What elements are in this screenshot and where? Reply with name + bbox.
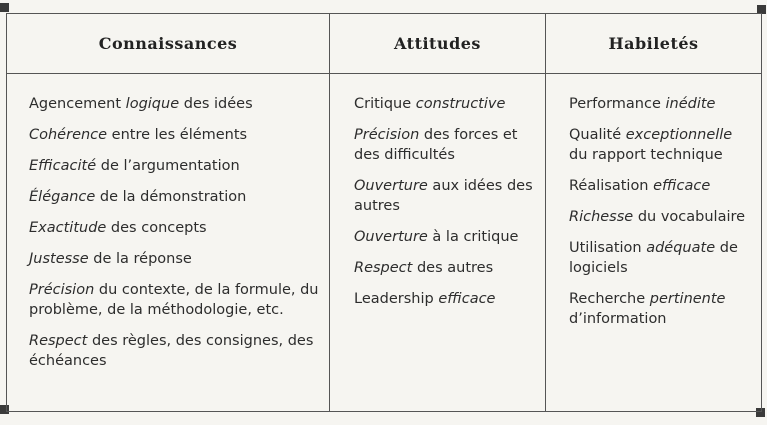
- criterion-item: [29, 156, 319, 176]
- criterion-text: des autres: [412, 260, 494, 276]
- criterion-keyword: Élégance: [29, 189, 96, 205]
- criterion-item: [354, 94, 535, 114]
- criterion-keyword: Respect: [354, 260, 413, 276]
- criterion-text: d’information: [569, 311, 667, 327]
- criterion-keyword: constructive: [415, 96, 506, 112]
- criterion-item: [354, 258, 535, 278]
- criterion-keyword: Cohérence: [29, 127, 108, 143]
- criteria-table: [6, 13, 762, 412]
- criterion-keyword: Ouverture: [354, 178, 428, 194]
- criterion-keyword: adéquate: [646, 240, 716, 256]
- criterion-keyword: exceptionnelle: [625, 127, 733, 143]
- criterion-item: [569, 238, 751, 278]
- criterion-text: Réalisation: [569, 178, 654, 194]
- criterion-keyword: logique: [125, 96, 180, 112]
- crop-marker-top-left: [0, 3, 9, 12]
- criterion-keyword: inédite: [665, 96, 716, 112]
- criterion-item: [29, 249, 319, 269]
- criterion-text: de l’argumentation: [96, 158, 240, 174]
- criterion-item: [354, 125, 535, 165]
- column-attitudes: [330, 74, 546, 412]
- criterion-item: [354, 176, 535, 216]
- criterion-text: des idées: [179, 96, 253, 112]
- criterion-text: des concepts: [106, 220, 207, 236]
- criterion-item: [29, 94, 319, 114]
- criterion-text: de la démonstration: [95, 189, 247, 205]
- criterion-item: [354, 227, 535, 247]
- criterion-text: des règles, des consignes, des échéances: [29, 333, 314, 369]
- criterion-text: de logiciels: [569, 240, 738, 276]
- column-header-connaissances: Connaissances: [7, 14, 330, 74]
- criterion-item: [29, 280, 319, 320]
- column-header-habiletes: Habiletés: [546, 14, 762, 74]
- criterion-text: Performance: [569, 96, 666, 112]
- criterion-keyword: Efficacité: [29, 158, 97, 174]
- criterion-text: Recherche: [569, 291, 650, 307]
- header-row: [7, 14, 762, 74]
- criterion-keyword: Respect: [29, 333, 88, 349]
- criterion-keyword: efficace: [438, 291, 496, 307]
- criterion-keyword: Exactitude: [29, 220, 107, 236]
- criterion-keyword: pertinente: [649, 291, 726, 307]
- column-habiletes: [546, 74, 762, 412]
- criterion-text: Qualité: [569, 127, 626, 143]
- column-header-attitudes: Attitudes: [330, 14, 546, 74]
- criterion-text: Utilisation: [569, 240, 647, 256]
- criterion-text: Leadership: [354, 291, 439, 307]
- criterion-item: [29, 187, 319, 207]
- criterion-keyword: Justesse: [29, 251, 89, 267]
- criterion-keyword: efficace: [653, 178, 711, 194]
- criterion-item: [29, 331, 319, 371]
- criterion-text: du vocabulaire: [633, 209, 746, 225]
- criterion-item: [569, 125, 751, 165]
- criterion-text: des forces et des difficultés: [354, 127, 518, 163]
- criterion-text: à la critique: [427, 229, 519, 245]
- criterion-item: [569, 176, 751, 196]
- criterion-text: du contexte, de la formule, du problème, de la méthodologie, etc.: [29, 282, 319, 318]
- criterion-text: entre les éléments: [107, 127, 248, 143]
- criterion-text: Critique: [354, 96, 416, 112]
- criterion-keyword: Précision: [29, 282, 95, 298]
- criterion-text: de la réponse: [88, 251, 192, 267]
- column-connaissances: [7, 74, 330, 412]
- criterion-keyword: Richesse: [569, 209, 634, 225]
- criterion-item: [354, 289, 535, 309]
- criterion-item: [569, 207, 751, 227]
- criterion-text: Agencement: [29, 96, 126, 112]
- criterion-item: [569, 289, 751, 329]
- criterion-item: [29, 125, 319, 145]
- criterion-text: du rapport technique: [569, 147, 723, 163]
- criterion-text: aux idées des autres: [354, 178, 533, 214]
- body-row: [7, 74, 762, 412]
- criterion-keyword: Précision: [354, 127, 420, 143]
- criterion-item: [569, 94, 751, 114]
- criterion-item: [29, 218, 319, 238]
- criterion-keyword: Ouverture: [354, 229, 428, 245]
